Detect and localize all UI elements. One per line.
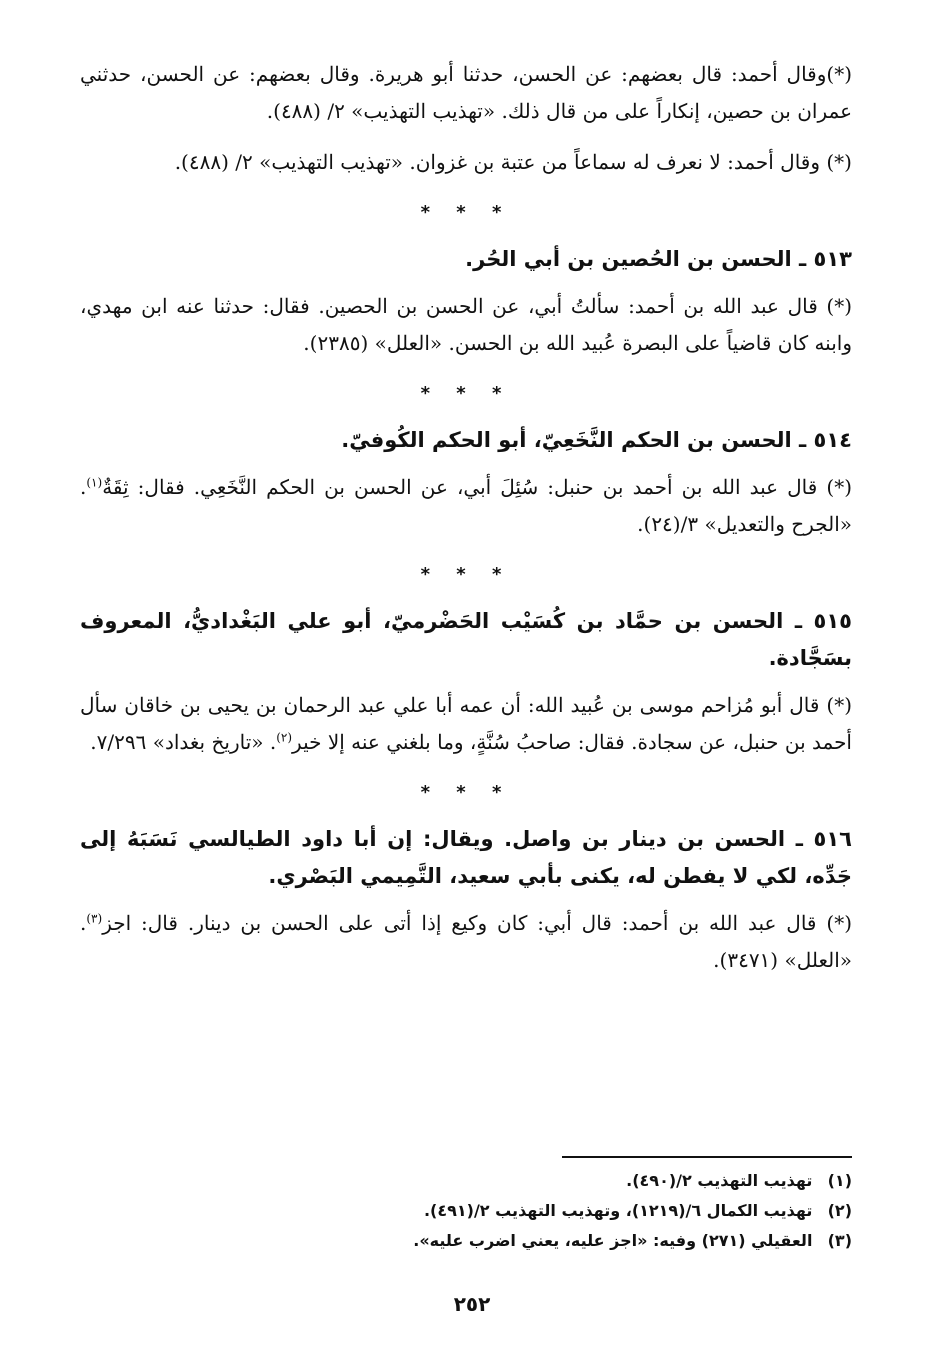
section-separator: * * * xyxy=(420,383,512,404)
entry-heading: ٥١٥ ـ الحسن بن حمَّاد بن كُسَيْب الحَضْرميّ، أبو علي البَغْداديُّ، المعروف بسَجَّادة. xyxy=(80,609,852,670)
entry-text: (*) قال عبد الله بن أحمد: سألتُ أبي، عن الحسن بن الحصين. فقال: حدثنا عنه ابن مهدي، وابنه كان قاضياً على البصرة عُبيد الله بن الحسن. «العلل» (٢٣٨٥). xyxy=(80,294,852,355)
footnote-text: تهذيب الكمال ٦/(١٢١٩)، وتهذيب التهذيب ٢/(٤٩١). xyxy=(423,1201,813,1220)
entry-text-main: (*) قال عبد الله بن أحمد بن حنبل: سُئِلَ أبي، عن الحسن بن الحكم النَّخَعِي. فقال: ثِقَةٌ xyxy=(102,475,852,499)
footnote-text: تهذيب التهذيب ٢/(٤٩٠). xyxy=(626,1171,813,1190)
entry-text xyxy=(80,469,852,543)
paragraph: (*) وقال أحمد: لا نعرف له سماعاً من عتبة بن غزوان. «تهذيب التهذيب» ٢/ (٤٨٨). xyxy=(174,150,852,174)
section-separator: * * * xyxy=(420,782,512,803)
main-text xyxy=(80,56,852,993)
entry-text-source: . «الجرح والتعديل» ٣/(٢٤). xyxy=(80,475,852,536)
entry-heading: ٥١٤ ـ الحسن بن الحكم النَّخَعِيّ، أبو الحكم الكُوفيّ. xyxy=(341,428,852,452)
footnote-text: العقيلي (٢٧١) وفيه: «اجز عليه، يعني اضرب عليه». xyxy=(413,1231,813,1250)
footnote-number: (٣) xyxy=(827,1231,852,1250)
footnote xyxy=(80,1166,852,1196)
footnote-ref: (٢) xyxy=(276,730,293,745)
entry-heading: ٥١٣ ـ الحسن بن الحُصين بن أبي الحُر. xyxy=(465,247,852,271)
entry-text xyxy=(80,687,852,761)
entry-text-main: (*) قال أبو مُزاحم موسى بن عُبيد الله: أن عمه أبا علي عبد الرحمان بن يحيى بن خاقان سأل أحمد بن حنبل، عن سجادة. فقال: صاحبُ سُنَّةٍ، وما بلغني عنه إلا خير xyxy=(80,693,852,754)
footnote-number: (١) xyxy=(827,1171,852,1190)
footnote-ref: (٣) xyxy=(86,911,103,926)
page-number: ٢٥٢ xyxy=(453,1292,491,1316)
footnote xyxy=(80,1226,852,1256)
footnotes xyxy=(80,1166,852,1256)
footnote-number: (٢) xyxy=(827,1201,852,1220)
footnote-ref: (١) xyxy=(86,475,103,490)
section-separator: * * * xyxy=(420,564,512,585)
entry-text-source: . «العلل» (٣٤٧١). xyxy=(80,911,852,972)
entry-text-source: . «تاريخ بغداد» ٧/٢٩٦. xyxy=(90,730,277,754)
entry-heading: ٥١٦ ـ الحسن بن دينار بن واصل. ويقال: إن أبا داود الطيالسي نَسَبَهُ إلى جَدِّه، لكي لا يفطن له، يكنى بأبي سعيد، التَّمِيمي البَصْري. xyxy=(80,827,852,888)
footnote-divider xyxy=(562,1156,852,1158)
entry-text xyxy=(80,905,852,979)
paragraph: (*)وقال أحمد: قال بعضهم: عن الحسن، حدثنا أبو هريرة. وقال بعضهم: عن الحسن، حدثني عمران بن حصين، إنكاراً على من قال ذلك. «تهذيب التهذيب» ٢/ (٤٨٨). xyxy=(80,62,853,123)
entry-text-main: (*) قال عبد الله بن أحمد: قال أبي: كان وكيع إذا أتى على الحسن بن دينار. قال: اجز xyxy=(102,911,852,935)
section-separator: * * * xyxy=(420,202,512,223)
footnote xyxy=(80,1196,852,1226)
